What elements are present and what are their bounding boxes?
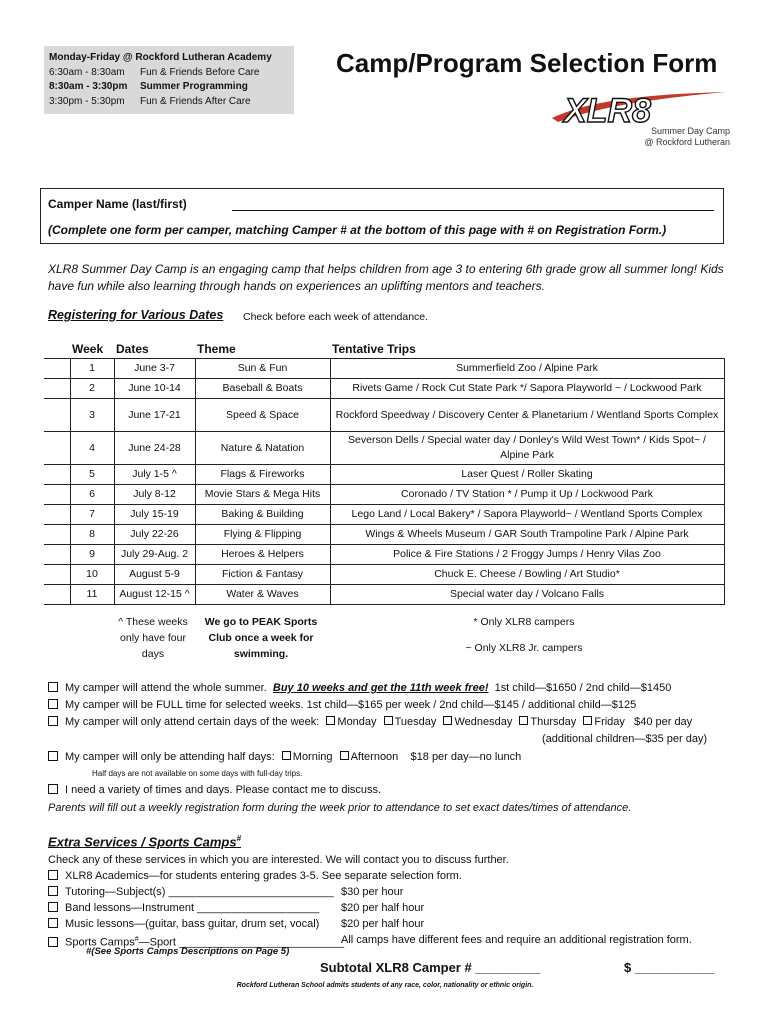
table-cell: Movie Stars & Mega Hits	[195, 485, 330, 505]
table-cell: June 3-7	[114, 359, 195, 379]
hours-row: 8:30am - 3:30pm Summer Programming	[49, 81, 248, 92]
table-cell: 8	[70, 525, 114, 545]
tutoring-price: $30 per hour	[341, 886, 404, 898]
table-row	[44, 379, 724, 399]
academics-checkbox[interactable]	[48, 870, 58, 880]
week-checkbox[interactable]	[44, 485, 70, 505]
table-cell: Water & Waves	[195, 585, 330, 605]
table-cell: August 5-9	[114, 565, 195, 585]
table-cell: July 29-Aug. 2	[114, 545, 195, 565]
table-row	[44, 485, 724, 505]
table-header: Week Dates Theme Tentative Trips	[44, 340, 724, 359]
logo-text: XLR8	[564, 92, 651, 130]
week-checkbox[interactable]	[44, 379, 70, 399]
parents-note: Parents will fill out a weekly registration form during the week prior to attendance to set exact dates/times of attendance.	[48, 802, 632, 814]
whole-summer-checkbox[interactable]	[48, 682, 58, 692]
academics-item: XLR8 Academics—for students entering grades 3-5. See separate selection form.	[48, 868, 462, 884]
option-full-time: My camper will be FULL time for selected weeks. 1st child—$165 per week / 2nd child—$145 / additional child—$125	[48, 697, 636, 714]
table-row	[44, 525, 724, 545]
table-cell: Speed & Space	[195, 399, 330, 432]
tutoring-item: Tutoring—Subject(s) ___________________________	[48, 884, 334, 900]
tuesday-checkbox[interactable]	[384, 716, 393, 725]
table-cell: 9	[70, 545, 114, 565]
thursday-checkbox[interactable]	[519, 716, 528, 725]
table-cell: Coronado / TV Station * / Pump it Up / Lockwood Park	[330, 485, 724, 505]
table-cell: Severson Dells / Special water day / Donley's Wild West Town* / Kids Spot~ / Alpine Park	[330, 432, 724, 465]
certain-days-checkbox[interactable]	[48, 716, 58, 726]
table-cell: 7	[70, 505, 114, 525]
band-checkbox[interactable]	[48, 902, 58, 912]
music-checkbox[interactable]	[48, 918, 58, 928]
extra-intro: Check any of these services in which you are interested. We will contact you to discuss further.	[48, 854, 509, 866]
table-row	[44, 399, 724, 432]
nondiscrimination-footer: Rockford Lutheran School admits students of any race, color, nationality or ethnic origin.	[236, 982, 534, 989]
friday-checkbox[interactable]	[583, 716, 592, 725]
table-cell: July 15-19	[114, 505, 195, 525]
sports-price: All camps have different fees and require an additional registration form.	[341, 934, 692, 946]
sports-item: Sports Camps#—Sport ___________________________	[48, 932, 344, 951]
full-time-checkbox[interactable]	[48, 699, 58, 709]
peak-sports-note: We go to PEAK Sports Club once a week for swimming.	[204, 616, 318, 660]
extra-services-heading: Extra Services / Sports Camps#	[48, 834, 242, 850]
logo-subtitle: Summer Day Camp @ Rockford Lutheran	[644, 126, 730, 147]
week-checkbox[interactable]	[44, 565, 70, 585]
additional-children-price: (additional children—$35 per day)	[542, 733, 708, 745]
table-cell: 1	[70, 359, 114, 379]
table-cell: 11	[70, 585, 114, 605]
table-cell: Baking & Building	[195, 505, 330, 525]
table-cell: Police & Fire Stations / 2 Froggy Jumps / Henry Vilas Zoo	[330, 545, 724, 565]
half-days-checkbox[interactable]	[48, 751, 58, 761]
band-price: $20 per half hour	[341, 902, 425, 914]
week-checkbox[interactable]	[44, 545, 70, 565]
table-row	[44, 565, 724, 585]
table-cell: 3	[70, 399, 114, 432]
week-checkbox[interactable]	[44, 585, 70, 605]
option-variety: I need a variety of times and days. Please contact me to discuss.	[48, 782, 381, 799]
subtotal-amount-field[interactable]: $ ___________	[624, 960, 715, 975]
hours-row: 3:30pm - 5:30pm Fun & Friends After Care	[49, 95, 251, 107]
table-cell: Rivets Game / Rock Cut State Park */ Sapora Playworld ~ / Lockwood Park	[330, 379, 724, 399]
table-cell: Flags & Fireworks	[195, 465, 330, 485]
table-row	[44, 465, 724, 485]
half-days-note: Half days are not available on some days with full-day trips.	[92, 769, 303, 778]
subtotal-label: Subtotal XLR8 Camper # _________	[320, 960, 541, 975]
intro-text: XLR8 Summer Day Camp is an engaging camp that helps children from age 3 to entering 6th grade grow all summer long! Kids have fun while also learning through hands on experiences an uplifting mentors and teachers.	[48, 262, 724, 293]
camper-name-field[interactable]	[232, 210, 714, 211]
table-cell: August 12-15 ^	[114, 585, 195, 605]
table-cell: 4	[70, 432, 114, 465]
option-whole-summer: My camper will attend the whole summer. Buy 10 weeks and get the 11th week free! 1st child—$1650 / 2nd child—$1450	[48, 680, 671, 697]
week-checkbox[interactable]	[44, 432, 70, 465]
table-row	[44, 432, 724, 465]
table-cell: June 24-28	[114, 432, 195, 465]
week-checkbox[interactable]	[44, 505, 70, 525]
table-cell: Wings & Wheels Museum / GAR South Trampoline Park / Alpine Park	[330, 525, 724, 545]
sports-checkbox[interactable]	[48, 937, 58, 947]
week-checkbox[interactable]	[44, 359, 70, 379]
table-cell: June 17-21	[114, 399, 195, 432]
registering-heading: Registering for Various Dates	[48, 308, 224, 322]
table-cell: July 22-26	[114, 525, 195, 545]
four-day-note: ^ These weeks only have four days	[118, 616, 188, 660]
sports-camps-note: #(See Sports Camps Descriptions on Page 5)	[86, 946, 290, 957]
table-cell: Lego Land / Local Bakery* / Sapora Playworld~ / Wentland Sports Complex	[330, 505, 724, 525]
table-cell: July 1-5 ^	[114, 465, 195, 485]
wednesday-checkbox[interactable]	[443, 716, 452, 725]
registering-note: Check before each week of attendance.	[243, 311, 429, 323]
camper-name-label: Camper Name (last/first)	[48, 197, 187, 211]
week-checkbox[interactable]	[44, 465, 70, 485]
week-checkbox[interactable]	[44, 525, 70, 545]
table-cell: Heroes & Helpers	[195, 545, 330, 565]
tutoring-checkbox[interactable]	[48, 886, 58, 896]
week-checkbox[interactable]	[44, 399, 70, 432]
table-cell: July 8-12	[114, 485, 195, 505]
table-cell: 10	[70, 565, 114, 585]
table-cell: 6	[70, 485, 114, 505]
band-item: Band lessons—Instrument ____________________	[48, 900, 319, 916]
table-cell: 2	[70, 379, 114, 399]
hours-title: Monday-Friday @ Rockford Lutheran Academy	[49, 52, 272, 63]
table-cell: 5	[70, 465, 114, 485]
hours-box	[44, 46, 294, 114]
table-cell: Baseball & Boats	[195, 379, 330, 399]
table-cell: Fiction & Fantasy	[195, 565, 330, 585]
hours-row: 6:30am - 8:30am Fun & Friends Before Care	[49, 66, 260, 78]
camper-note: (Complete one form per camper, matching Camper # at the bottom of this page with # on Registration Form.)	[48, 223, 667, 237]
table-cell: Chuck E. Cheese / Bowling / Art Studio*	[330, 565, 724, 585]
option-half-days: My camper will only be attending half days: Morning Afternoon $18 per day—no lunch	[48, 749, 521, 766]
table-cell: Summerfield Zoo / Alpine Park	[330, 359, 724, 379]
monday-checkbox[interactable]	[326, 716, 335, 725]
xlr8-only-note: * Only XLR8 campers	[473, 616, 575, 628]
table-row	[44, 545, 724, 565]
table-cell: Rockford Speedway / Discovery Center & Planetarium / Wentland Sports Complex	[330, 399, 724, 432]
table-cell: Flying & Flipping	[195, 525, 330, 545]
table-row	[44, 585, 724, 605]
afternoon-checkbox[interactable]	[340, 751, 349, 760]
weeks-table	[44, 340, 725, 605]
music-price: $20 per half hour	[341, 918, 425, 930]
option-certain-days: My camper will only attend certain days of the week: Monday Tuesday Wednesday Thursday Friday $40 per day	[48, 714, 692, 731]
table-cell: Special water day / Volcano Falls	[330, 585, 724, 605]
table-cell: Laser Quest / Roller Skating	[330, 465, 724, 485]
page-title: Camp/Program Selection Form	[336, 48, 718, 78]
table-cell: Nature & Natation	[195, 432, 330, 465]
table-row	[44, 505, 724, 525]
music-item: Music lessons—(guitar, bass guitar, drum set, vocal)	[48, 916, 319, 932]
variety-checkbox[interactable]	[48, 784, 58, 794]
xlr8-jr-note: ~ Only XLR8 Jr. campers	[465, 642, 583, 654]
table-row	[44, 359, 724, 379]
table-cell: June 10-14	[114, 379, 195, 399]
morning-checkbox[interactable]	[282, 751, 291, 760]
table-cell: Sun & Fun	[195, 359, 330, 379]
